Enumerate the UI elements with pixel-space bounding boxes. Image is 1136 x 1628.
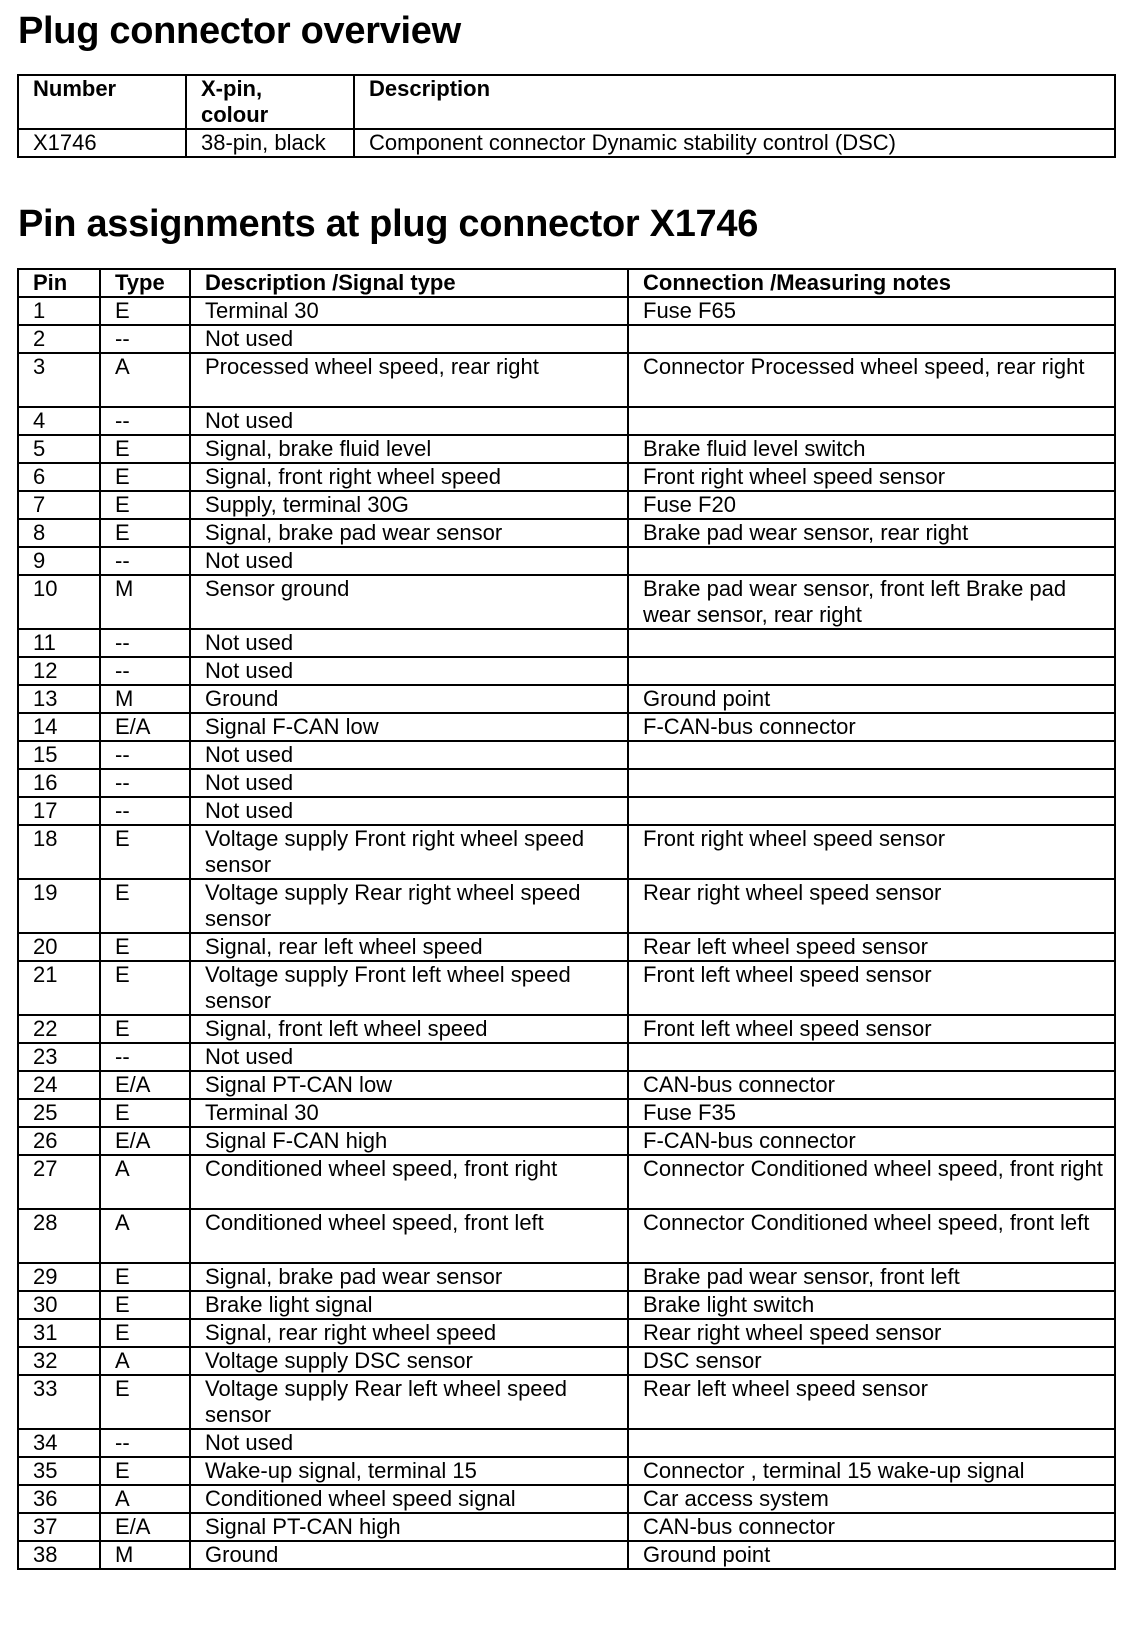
table-row bbox=[18, 1127, 1115, 1155]
pin-signal-description: Voltage supply Rear right wheel speed sensor bbox=[190, 879, 628, 933]
pin-type: E bbox=[100, 961, 190, 1015]
pin-signal-description: Not used bbox=[190, 657, 628, 685]
pin-type: E/A bbox=[100, 1513, 190, 1541]
pin-number: 3 bbox=[18, 353, 100, 407]
pin-number: 5 bbox=[18, 435, 100, 463]
pin-type: E bbox=[100, 1263, 190, 1291]
table-row bbox=[18, 797, 1115, 825]
pin-number: 17 bbox=[18, 797, 100, 825]
pin-connection-notes bbox=[628, 1043, 1115, 1071]
pin-number: 20 bbox=[18, 933, 100, 961]
pin-connection-notes: Ground point bbox=[628, 685, 1115, 713]
pin-connection-notes: Front left wheel speed sensor bbox=[628, 1015, 1115, 1043]
overview-title: Plug connector overview bbox=[18, 10, 461, 52]
pin-connection-notes: Brake fluid level switch bbox=[628, 435, 1115, 463]
pin-signal-description: Conditioned wheel speed signal bbox=[190, 1485, 628, 1513]
pin-signal-description: Signal F-CAN high bbox=[190, 1127, 628, 1155]
pin-type: E bbox=[100, 1319, 190, 1347]
pin-signal-description: Sensor ground bbox=[190, 575, 628, 629]
pin-type: -- bbox=[100, 325, 190, 353]
pin-connection-notes: Connector Conditioned wheel speed, front right bbox=[628, 1155, 1115, 1209]
pin-signal-description: Signal, rear left wheel speed bbox=[190, 933, 628, 961]
pin-number: 30 bbox=[18, 1291, 100, 1319]
pin-number: 38 bbox=[18, 1541, 100, 1569]
pin-type: E bbox=[100, 519, 190, 547]
pin-signal-description: Not used bbox=[190, 741, 628, 769]
pin-number: 4 bbox=[18, 407, 100, 435]
table-row bbox=[18, 463, 1115, 491]
pin-signal-description: Wake-up signal, terminal 15 bbox=[190, 1457, 628, 1485]
pin-connection-notes: Fuse F35 bbox=[628, 1099, 1115, 1127]
pin-type: -- bbox=[100, 769, 190, 797]
table-row bbox=[18, 1485, 1115, 1513]
pin-type: A bbox=[100, 1209, 190, 1263]
pin-type: -- bbox=[100, 407, 190, 435]
pin-connection-notes: Ground point bbox=[628, 1541, 1115, 1569]
table-row bbox=[18, 407, 1115, 435]
pin-connection-notes: F-CAN-bus connector bbox=[628, 713, 1115, 741]
pin-signal-description: Signal PT-CAN high bbox=[190, 1513, 628, 1541]
pin-signal-description: Not used bbox=[190, 325, 628, 353]
pin-connection-notes bbox=[628, 769, 1115, 797]
pin-signal-description: Signal, brake fluid level bbox=[190, 435, 628, 463]
pin-connection-notes: Fuse F20 bbox=[628, 491, 1115, 519]
table-row bbox=[18, 769, 1115, 797]
table-row bbox=[18, 961, 1115, 1015]
pin-number: 6 bbox=[18, 463, 100, 491]
table-row bbox=[18, 1429, 1115, 1457]
pin-type: E bbox=[100, 1457, 190, 1485]
pin-signal-description: Not used bbox=[190, 1429, 628, 1457]
pin-number: 26 bbox=[18, 1127, 100, 1155]
pin-connection-notes bbox=[628, 547, 1115, 575]
pin-number: 22 bbox=[18, 1015, 100, 1043]
table-row bbox=[18, 519, 1115, 547]
pin-signal-description: Signal F-CAN low bbox=[190, 713, 628, 741]
pin-connection-notes: Front left wheel speed sensor bbox=[628, 961, 1115, 1015]
pin-number: 8 bbox=[18, 519, 100, 547]
pin-connection-notes: CAN-bus connector bbox=[628, 1071, 1115, 1099]
pin-type: -- bbox=[100, 1043, 190, 1071]
header-xpin-colour: X-pin, colour bbox=[186, 75, 354, 129]
overview-row bbox=[18, 129, 1115, 157]
pin-type: E/A bbox=[100, 713, 190, 741]
pin-number: 10 bbox=[18, 575, 100, 629]
pin-number: 7 bbox=[18, 491, 100, 519]
pin-type: E/A bbox=[100, 1071, 190, 1099]
pin-number: 21 bbox=[18, 961, 100, 1015]
pin-signal-description: Voltage supply DSC sensor bbox=[190, 1347, 628, 1375]
table-row bbox=[18, 825, 1115, 879]
pin-number: 9 bbox=[18, 547, 100, 575]
pin-number: 33 bbox=[18, 1375, 100, 1429]
overview-xpin: 38-pin, black bbox=[186, 129, 354, 157]
table-row bbox=[18, 1043, 1115, 1071]
pin-signal-description: Signal, front left wheel speed bbox=[190, 1015, 628, 1043]
table-row bbox=[18, 1209, 1115, 1263]
table-row bbox=[18, 657, 1115, 685]
table-row bbox=[18, 1015, 1115, 1043]
pin-assignments-table bbox=[17, 268, 1116, 1570]
pin-type: E bbox=[100, 1375, 190, 1429]
pin-connection-notes: CAN-bus connector bbox=[628, 1513, 1115, 1541]
pin-signal-description: Not used bbox=[190, 1043, 628, 1071]
pin-connection-notes: Brake pad wear sensor, rear right bbox=[628, 519, 1115, 547]
pin-type: E bbox=[100, 1291, 190, 1319]
pin-connection-notes bbox=[628, 407, 1115, 435]
header-pin: Pin bbox=[18, 269, 100, 297]
table-row bbox=[18, 353, 1115, 407]
pin-number: 32 bbox=[18, 1347, 100, 1375]
pin-signal-description: Not used bbox=[190, 769, 628, 797]
table-row bbox=[18, 435, 1115, 463]
pin-type: E bbox=[100, 491, 190, 519]
pin-number: 27 bbox=[18, 1155, 100, 1209]
pin-connection-notes: DSC sensor bbox=[628, 1347, 1115, 1375]
pin-signal-description: Signal, front right wheel speed bbox=[190, 463, 628, 491]
table-row bbox=[18, 713, 1115, 741]
pin-table-body bbox=[18, 297, 1115, 1569]
pin-signal-description: Signal, rear right wheel speed bbox=[190, 1319, 628, 1347]
pin-number: 34 bbox=[18, 1429, 100, 1457]
pin-type: -- bbox=[100, 657, 190, 685]
pin-connection-notes: Rear left wheel speed sensor bbox=[628, 933, 1115, 961]
pin-number: 37 bbox=[18, 1513, 100, 1541]
pin-number: 16 bbox=[18, 769, 100, 797]
pin-type: E/A bbox=[100, 1127, 190, 1155]
table-row bbox=[18, 1375, 1115, 1429]
pin-number: 18 bbox=[18, 825, 100, 879]
pin-number: 36 bbox=[18, 1485, 100, 1513]
header-number: Number bbox=[18, 75, 186, 129]
overview-number: X1746 bbox=[18, 129, 186, 157]
overview-table bbox=[17, 74, 1116, 158]
table-row bbox=[18, 933, 1115, 961]
pin-type: -- bbox=[100, 741, 190, 769]
pin-connection-notes: Fuse F65 bbox=[628, 297, 1115, 325]
table-row bbox=[18, 491, 1115, 519]
pin-number: 14 bbox=[18, 713, 100, 741]
pin-connection-notes bbox=[628, 629, 1115, 657]
pin-type: E bbox=[100, 825, 190, 879]
pin-connection-notes: Car access system bbox=[628, 1485, 1115, 1513]
table-row bbox=[18, 1155, 1115, 1209]
table-row bbox=[18, 1291, 1115, 1319]
header-description: Description bbox=[354, 75, 1115, 129]
pin-number: 31 bbox=[18, 1319, 100, 1347]
table-row bbox=[18, 1319, 1115, 1347]
pin-signal-description: Signal, brake pad wear sensor bbox=[190, 1263, 628, 1291]
table-row bbox=[18, 1099, 1115, 1127]
pin-connection-notes bbox=[628, 657, 1115, 685]
pin-type: -- bbox=[100, 629, 190, 657]
pin-signal-description: Ground bbox=[190, 685, 628, 713]
pin-signal-description: Not used bbox=[190, 629, 628, 657]
pin-type: M bbox=[100, 575, 190, 629]
overview-header-row bbox=[18, 75, 1115, 129]
pin-type: E bbox=[100, 1099, 190, 1127]
pin-signal-description: Not used bbox=[190, 407, 628, 435]
pin-connection-notes bbox=[628, 1429, 1115, 1457]
pin-number: 13 bbox=[18, 685, 100, 713]
pin-type: A bbox=[100, 1155, 190, 1209]
pin-signal-description: Processed wheel speed, rear right bbox=[190, 353, 628, 407]
pin-connection-notes: Front right wheel speed sensor bbox=[628, 463, 1115, 491]
pin-number: 25 bbox=[18, 1099, 100, 1127]
pin-type: E bbox=[100, 463, 190, 491]
header-connection-notes: Connection /Measuring notes bbox=[628, 269, 1115, 297]
pin-signal-description: Signal, brake pad wear sensor bbox=[190, 519, 628, 547]
pin-number: 28 bbox=[18, 1209, 100, 1263]
table-row bbox=[18, 629, 1115, 657]
pin-type: E bbox=[100, 1015, 190, 1043]
pin-assignments-title: Pin assignments at plug connector X1746 bbox=[18, 203, 759, 245]
pin-number: 1 bbox=[18, 297, 100, 325]
table-row bbox=[18, 1457, 1115, 1485]
pin-type: E bbox=[100, 297, 190, 325]
pin-type: M bbox=[100, 685, 190, 713]
pin-signal-description: Not used bbox=[190, 797, 628, 825]
header-signal-description: Description /Signal type bbox=[190, 269, 628, 297]
table-row bbox=[18, 297, 1115, 325]
pin-signal-description: Voltage supply Front right wheel speed sensor bbox=[190, 825, 628, 879]
pin-connection-notes bbox=[628, 797, 1115, 825]
pin-signal-description: Brake light signal bbox=[190, 1291, 628, 1319]
pin-number: 2 bbox=[18, 325, 100, 353]
pin-signal-description: Terminal 30 bbox=[190, 1099, 628, 1127]
table-row bbox=[18, 1347, 1115, 1375]
pin-signal-description: Signal PT-CAN low bbox=[190, 1071, 628, 1099]
pin-type: -- bbox=[100, 797, 190, 825]
pin-number: 29 bbox=[18, 1263, 100, 1291]
pin-number: 23 bbox=[18, 1043, 100, 1071]
table-row bbox=[18, 685, 1115, 713]
table-row bbox=[18, 879, 1115, 933]
pin-signal-description: Voltage supply Front left wheel speed sensor bbox=[190, 961, 628, 1015]
pin-connection-notes: Rear right wheel speed sensor bbox=[628, 879, 1115, 933]
pin-connection-notes: Brake pad wear sensor, front left Brake pad wear sensor, rear right bbox=[628, 575, 1115, 629]
pin-header-row bbox=[18, 269, 1115, 297]
pin-signal-description: Conditioned wheel speed, front right bbox=[190, 1155, 628, 1209]
pin-type: M bbox=[100, 1541, 190, 1569]
pin-type: A bbox=[100, 1485, 190, 1513]
pin-signal-description: Terminal 30 bbox=[190, 297, 628, 325]
pin-connection-notes: Connector , terminal 15 wake-up signal bbox=[628, 1457, 1115, 1485]
pin-signal-description: Conditioned wheel speed, front left bbox=[190, 1209, 628, 1263]
pin-type: E bbox=[100, 879, 190, 933]
pin-connection-notes: Brake pad wear sensor, front left bbox=[628, 1263, 1115, 1291]
pin-number: 12 bbox=[18, 657, 100, 685]
table-row bbox=[18, 1541, 1115, 1569]
pin-type: A bbox=[100, 1347, 190, 1375]
pin-number: 11 bbox=[18, 629, 100, 657]
pin-number: 35 bbox=[18, 1457, 100, 1485]
pin-signal-description: Not used bbox=[190, 547, 628, 575]
pin-connection-notes bbox=[628, 325, 1115, 353]
pin-type: A bbox=[100, 353, 190, 407]
pin-connection-notes: Rear right wheel speed sensor bbox=[628, 1319, 1115, 1347]
header-type: Type bbox=[100, 269, 190, 297]
pin-number: 15 bbox=[18, 741, 100, 769]
pin-signal-description: Supply, terminal 30G bbox=[190, 491, 628, 519]
pin-signal-description: Ground bbox=[190, 1541, 628, 1569]
pin-connection-notes: Front right wheel speed sensor bbox=[628, 825, 1115, 879]
table-row bbox=[18, 1071, 1115, 1099]
pin-number: 24 bbox=[18, 1071, 100, 1099]
pin-connection-notes: Connector Conditioned wheel speed, front left bbox=[628, 1209, 1115, 1263]
pin-connection-notes bbox=[628, 741, 1115, 769]
pin-type: E bbox=[100, 435, 190, 463]
pin-connection-notes: Connector Processed wheel speed, rear right bbox=[628, 353, 1115, 407]
overview-description: Component connector Dynamic stability control (DSC) bbox=[354, 129, 1115, 157]
pin-type: -- bbox=[100, 1429, 190, 1457]
table-row bbox=[18, 325, 1115, 353]
table-row bbox=[18, 1263, 1115, 1291]
table-row bbox=[18, 547, 1115, 575]
pin-connection-notes: F-CAN-bus connector bbox=[628, 1127, 1115, 1155]
table-row bbox=[18, 575, 1115, 629]
pin-connection-notes: Rear left wheel speed sensor bbox=[628, 1375, 1115, 1429]
pin-connection-notes: Brake light switch bbox=[628, 1291, 1115, 1319]
table-row bbox=[18, 1513, 1115, 1541]
pin-signal-description: Voltage supply Rear left wheel speed sensor bbox=[190, 1375, 628, 1429]
pin-type: E bbox=[100, 933, 190, 961]
pin-number: 19 bbox=[18, 879, 100, 933]
pin-type: -- bbox=[100, 547, 190, 575]
table-row bbox=[18, 741, 1115, 769]
